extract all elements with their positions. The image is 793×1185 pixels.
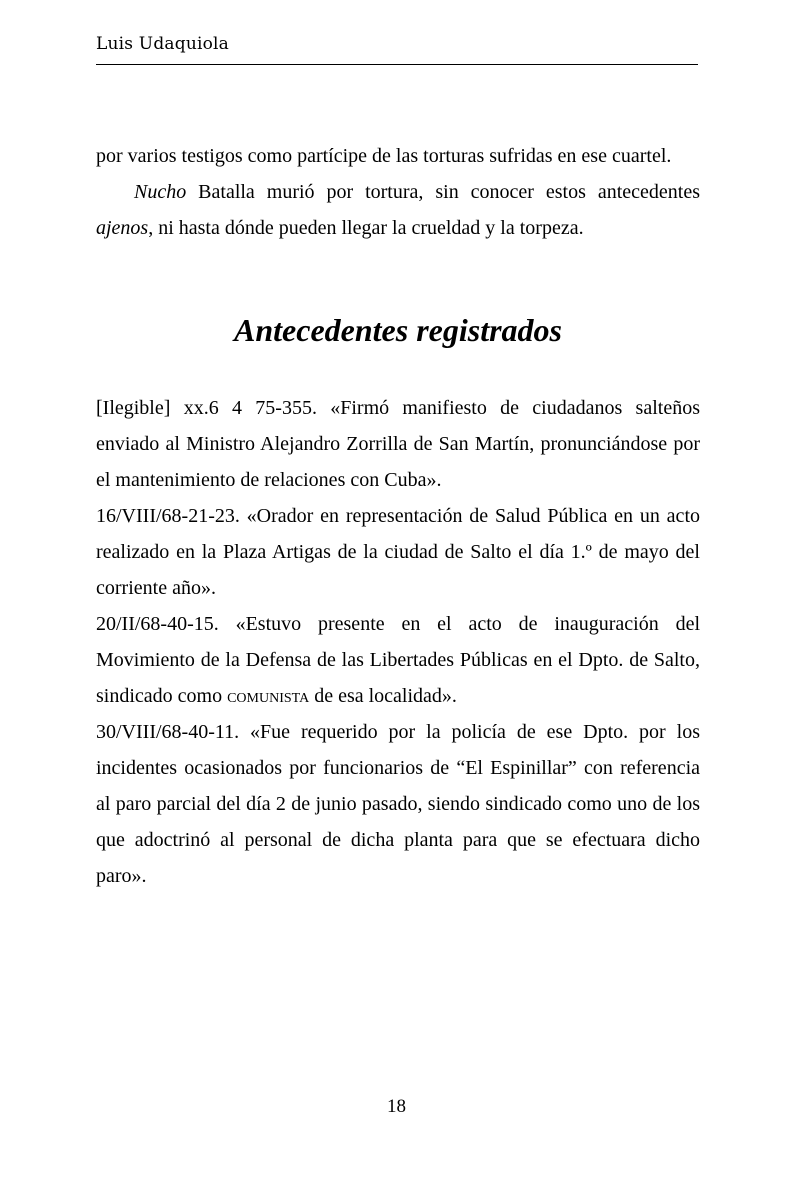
record-entry: 30/VIII/68-40-11. «Fue requerido por la policía de ese Dpto. por los incidentes ocasionados por funcionarios de “El Espinillar” con referencia al paro parcial del día 2 de junio pasado, siendo sindicado como uno de los que adoctrinó al personal de dicha planta para que se efectuara dicho paro».	[96, 721, 700, 887]
entry-text: de esa localidad».	[309, 685, 457, 707]
paragraph-text: Batalla murió por tortura, sin conocer estos antecedentes	[186, 181, 700, 203]
record-entry: 16/VIII/68-21-23. «Orador en representación de Salud Pública en un acto realizado en la Plaza Artigas de la ciudad de Salto el día 1.º de mayo del corriente año».	[96, 505, 700, 599]
page-number: 18	[387, 1096, 406, 1117]
smallcaps-word: comunista	[227, 685, 310, 707]
paragraph-intro-1: por varios testigos como partícipe de las torturas sufridas en ese cuartel.	[96, 145, 672, 167]
record-entry	[96, 606, 700, 714]
header-rule	[96, 64, 698, 65]
record-entry: [Ilegible] xx.6 4 75-355. «Firmó manifiesto de ciudadanos salteños enviado al Ministro Alejandro Zorrilla de San Martín, pronunciándose por el mantenimiento de relaciones con Cuba».	[96, 397, 700, 491]
paragraph-text: , ni hasta dónde pueden llegar la crueldad y la torpeza.	[148, 217, 584, 239]
entry-text: 20/II/68-40-15. «Estuvo presente en el acto de inauguración del Movimiento de la Defensa de las Libertades Públicas en el Dpto. de Salto, sindicado como	[96, 613, 700, 707]
page-body	[96, 138, 700, 894]
section-title: Antecedentes registrados	[234, 312, 562, 348]
italic-word: ajenos	[96, 217, 149, 239]
running-head: Luis Udaquiola	[96, 34, 230, 54]
paragraph-intro-2	[96, 174, 700, 246]
italic-name: Nucho	[134, 181, 187, 203]
